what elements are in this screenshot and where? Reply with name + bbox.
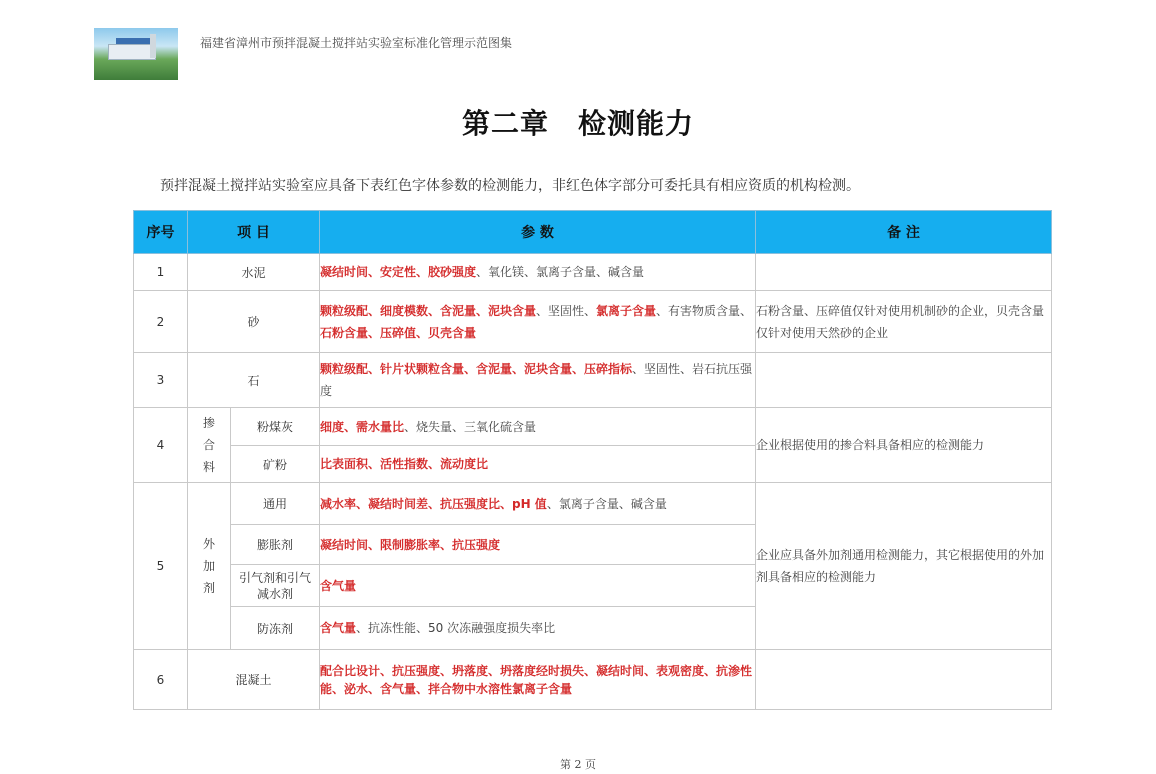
row-params — [320, 483, 756, 525]
param-required: 含气量 — [320, 578, 357, 593]
param-optional: 、氯离子含量、碱含量 — [546, 496, 667, 511]
row-remark: 石粉含量、压碎值仅针对使用机制砂的企业，贝壳含量仅针对使用天然砂的企业 — [756, 291, 1052, 353]
param-required: 配合比设计、抗压强度、坍落度、坍落度经时损失、凝结时间、表观密度、抗渗性能、泌水、含气量、拌合物中水溶性氯离子含量 — [320, 663, 753, 696]
param-optional: 、抗冻性能、50 次冻融强度损失率比 — [356, 621, 556, 635]
document-header-title: 福建省漳州市预拌混凝土搅拌站实验室标准化管理示范图集 — [200, 36, 513, 50]
building-shape — [108, 44, 156, 60]
row-no: 6 — [134, 650, 188, 710]
row-subitem: 粉煤灰 — [231, 408, 320, 446]
row-no: 3 — [134, 353, 188, 408]
header-no: 序号 — [134, 211, 188, 254]
building-photo-icon — [94, 28, 178, 80]
tower-shape — [150, 34, 156, 58]
row-item: 砂 — [188, 291, 320, 353]
param-required: 减水率、凝结时间差、抗压强度比、pH 值 — [320, 496, 547, 511]
header-item: 项 目 — [188, 211, 320, 254]
row-no: 4 — [134, 408, 188, 483]
table-row — [134, 650, 1052, 710]
row-no: 2 — [134, 291, 188, 353]
group-char: 外 — [202, 537, 215, 551]
param-optional: 、氧化镁、氯离子含量、碱含量 — [476, 265, 645, 279]
row-item: 混凝土 — [188, 650, 320, 710]
group-char: 掺 — [202, 416, 215, 430]
row-params — [320, 650, 756, 710]
row-item: 石 — [188, 353, 320, 408]
group-char: 剂 — [202, 581, 215, 595]
row-no: 5 — [134, 483, 188, 650]
param-required: 氯离子含量 — [596, 303, 657, 318]
param-optional: 、烧失量、三氧化硫含量 — [404, 419, 537, 434]
intro-paragraph: 预拌混凝土搅拌站实验室应具备下表红色字体参数的检测能力，非红色体字部分可委托具有相应资质的机构检测。 — [160, 178, 860, 194]
row-params — [320, 446, 756, 483]
row-remark — [756, 254, 1052, 291]
row-params — [320, 408, 756, 446]
table-header-row — [134, 211, 1052, 254]
group-char: 料 — [202, 460, 215, 474]
row-params — [320, 525, 756, 565]
group-char: 加 — [202, 559, 215, 573]
param-optional: 、有害物质含量、 — [656, 303, 753, 318]
param-required: 含气量 — [320, 621, 357, 635]
row-remark: 企业应具备外加剂通用检测能力，其它根据使用的外加剂具备相应的检测能力 — [756, 483, 1052, 650]
row-no: 1 — [134, 254, 188, 291]
row-subitem: 防冻剂 — [231, 607, 320, 650]
row-params — [320, 291, 756, 353]
header-params: 参 数 — [320, 211, 756, 254]
row-item: 水泥 — [188, 254, 320, 291]
param-required: 比表面积、活性指数、流动度比 — [320, 457, 489, 471]
row-params — [320, 607, 756, 650]
row-params — [320, 353, 756, 408]
param-required: 凝结时间、安定性、胶砂强度 — [320, 265, 477, 279]
row-params — [320, 254, 756, 291]
param-optional: 、坚固性、 — [536, 303, 597, 318]
row-group-label — [188, 408, 231, 483]
row-remark — [756, 353, 1052, 408]
capability-table — [133, 210, 1052, 710]
table-row — [134, 291, 1052, 353]
row-subitem: 通用 — [231, 483, 320, 525]
chapter-title: 第二章 检测能力 — [461, 107, 694, 140]
row-subitem: 膨胀剂 — [231, 525, 320, 565]
table-row — [134, 254, 1052, 291]
param-required: 凝结时间、限制膨胀率、抗压强度 — [320, 537, 501, 552]
row-remark — [756, 650, 1052, 710]
param-required: 石粉含量、压碎值、贝壳含量 — [320, 325, 477, 340]
param-optional: 、坚固性、岩石抗压强度 — [320, 362, 753, 398]
row-subitem: 矿粉 — [231, 446, 320, 483]
param-required: 细度、需水量比 — [320, 419, 405, 434]
param-required: 颗粒级配、细度模数、含泥量、泥块含量 — [320, 303, 537, 318]
page-number: 第 2 页 — [560, 758, 596, 771]
row-group-label — [188, 483, 231, 650]
group-char: 合 — [202, 438, 215, 452]
row-params — [320, 565, 756, 607]
header-remark: 备 注 — [756, 211, 1052, 254]
row-remark: 企业根据使用的掺合料具备相应的检测能力 — [756, 408, 1052, 483]
table-row — [134, 408, 1052, 446]
table-row — [134, 353, 1052, 408]
row-subitem: 引气剂和引气减水剂 — [231, 565, 320, 607]
param-required: 颗粒级配、针片状颗粒含量、含泥量、泥块含量、压碎指标 — [320, 362, 633, 376]
table-row — [134, 483, 1052, 525]
